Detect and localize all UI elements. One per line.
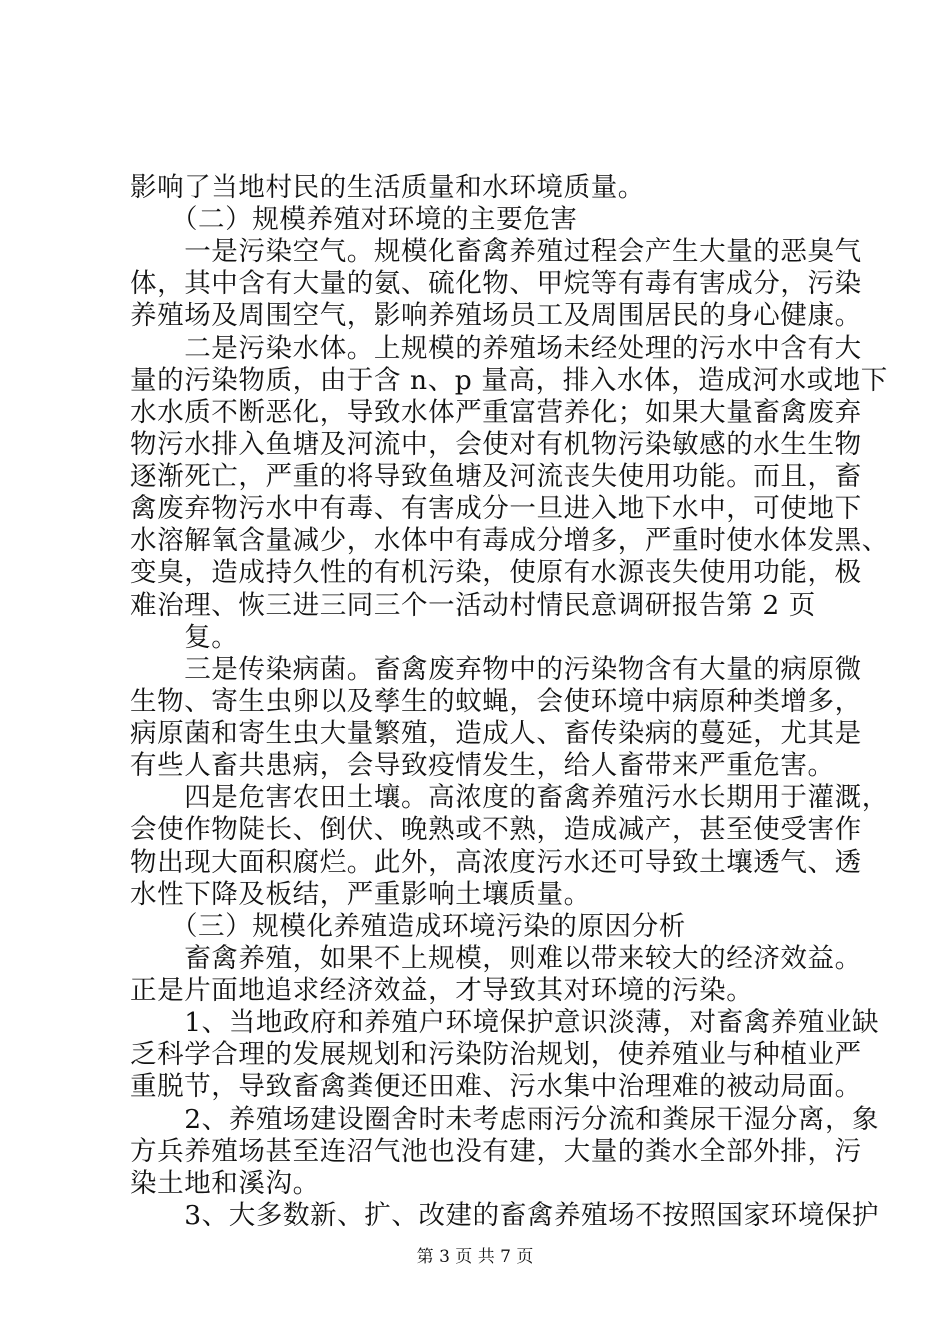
text-line: 2、养殖场建设圈舍时未考虑雨污分流和粪尿干湿分离，象 bbox=[130, 1103, 880, 1135]
text-line: 水水质不断恶化，导致水体严重富营养化；如果大量畜禽废弃 bbox=[130, 396, 862, 428]
text-line: 有些人畜共患病，会导致疫情发生，给人畜带来严重危害。 bbox=[130, 750, 835, 782]
text-line: 方兵养殖场甚至连沼气池也没有建，大量的粪水全部外排，污 bbox=[130, 1135, 862, 1167]
text-line: 会使作物陡长、倒伏、晚熟或不熟，造成减产，甚至使受害作 bbox=[130, 814, 862, 846]
text-line: 养殖场及周围空气，影响养殖场员工及周围居民的身心健康。 bbox=[130, 300, 862, 332]
text-line: 禽废弃物污水中有毒、有害成分一旦进入地下水中，可使地下 bbox=[130, 493, 862, 525]
text-line: 三是传染病菌。畜禽废弃物中的污染物含有大量的病原微 bbox=[130, 653, 862, 685]
text-line: 四是危害农田土壤。高浓度的畜禽养殖污水长期用于灌溉， bbox=[130, 782, 889, 814]
text-line: 物出现大面积腐烂。此外，高浓度污水还可导致土壤透气、透 bbox=[130, 846, 862, 878]
text-line: 生物、寄生虫卵以及孳生的蚊蝇，会使环境中病原种类增多， bbox=[130, 685, 862, 717]
text-line: 病原菌和寄生虫大量繁殖，造成人、畜传染病的蔓延，尤其是 bbox=[130, 718, 862, 750]
text-line: 二是污染水体。上规模的养殖场未经处理的污水中含有大 bbox=[130, 332, 862, 364]
text-line: 畜禽养殖，如果不上规模，则难以带来较大的经济效益。 bbox=[130, 942, 862, 974]
text-line: 量的污染物质，由于含 n、p 量高，排入水体，造成河水或地下 bbox=[130, 364, 888, 396]
text-line: 3、大多数新、扩、改建的畜禽养殖场不按照国家环境保护 bbox=[130, 1199, 880, 1231]
text-line: 染土地和溪沟。 bbox=[130, 1167, 320, 1199]
text-line: 逐渐死亡，严重的将导致鱼塘及河流丧失使用功能。而且，畜 bbox=[130, 461, 862, 493]
text-line: 难治理、恢三进三同三个一活动村情民意调研报告第 2 页 bbox=[130, 589, 816, 621]
text-line: 水溶解氧含量减少，水体中有毒成分增多，严重时使水体发黑、 bbox=[130, 525, 889, 557]
text-line: 复。 bbox=[130, 621, 239, 653]
section-heading: （二）规模养殖对环境的主要危害 bbox=[130, 204, 578, 236]
section-heading: （三）规模化养殖造成环境污染的原因分析 bbox=[130, 910, 686, 942]
text-line: 物污水排入鱼塘及河流中，会使对有机物污染敏感的水生生物 bbox=[130, 428, 862, 460]
text-line: 重脱节，导致畜禽粪便还田难、污水集中治理难的被动局面。 bbox=[130, 1071, 862, 1103]
text-line: 正是片面地追求经济效益，才导致其对环境的污染。 bbox=[130, 975, 754, 1007]
text-line: 体，其中含有大量的氨、硫化物、甲烷等有毒有害成分，污染 bbox=[130, 268, 862, 300]
text-line: 影响了当地村民的生活质量和水环境质量。 bbox=[130, 172, 645, 203]
text-line: 乏科学合理的发展规划和污染防治规划，使养殖业与种植业严 bbox=[130, 1039, 862, 1071]
page-footer: 第 3 页 共 7 页 bbox=[416, 1247, 534, 1267]
text-line: 一是污染空气。规模化畜禽养殖过程会产生大量的恶臭气 bbox=[130, 236, 862, 268]
text-line: 水性下降及板结，严重影响土壤质量。 bbox=[130, 878, 591, 910]
text-line: 1、当地政府和养殖户环境保护意识淡薄，对畜禽养殖业缺 bbox=[130, 1007, 880, 1039]
text-line: 变臭，造成持久性的有机污染，使原有水源丧失使用功能，极 bbox=[130, 557, 862, 589]
